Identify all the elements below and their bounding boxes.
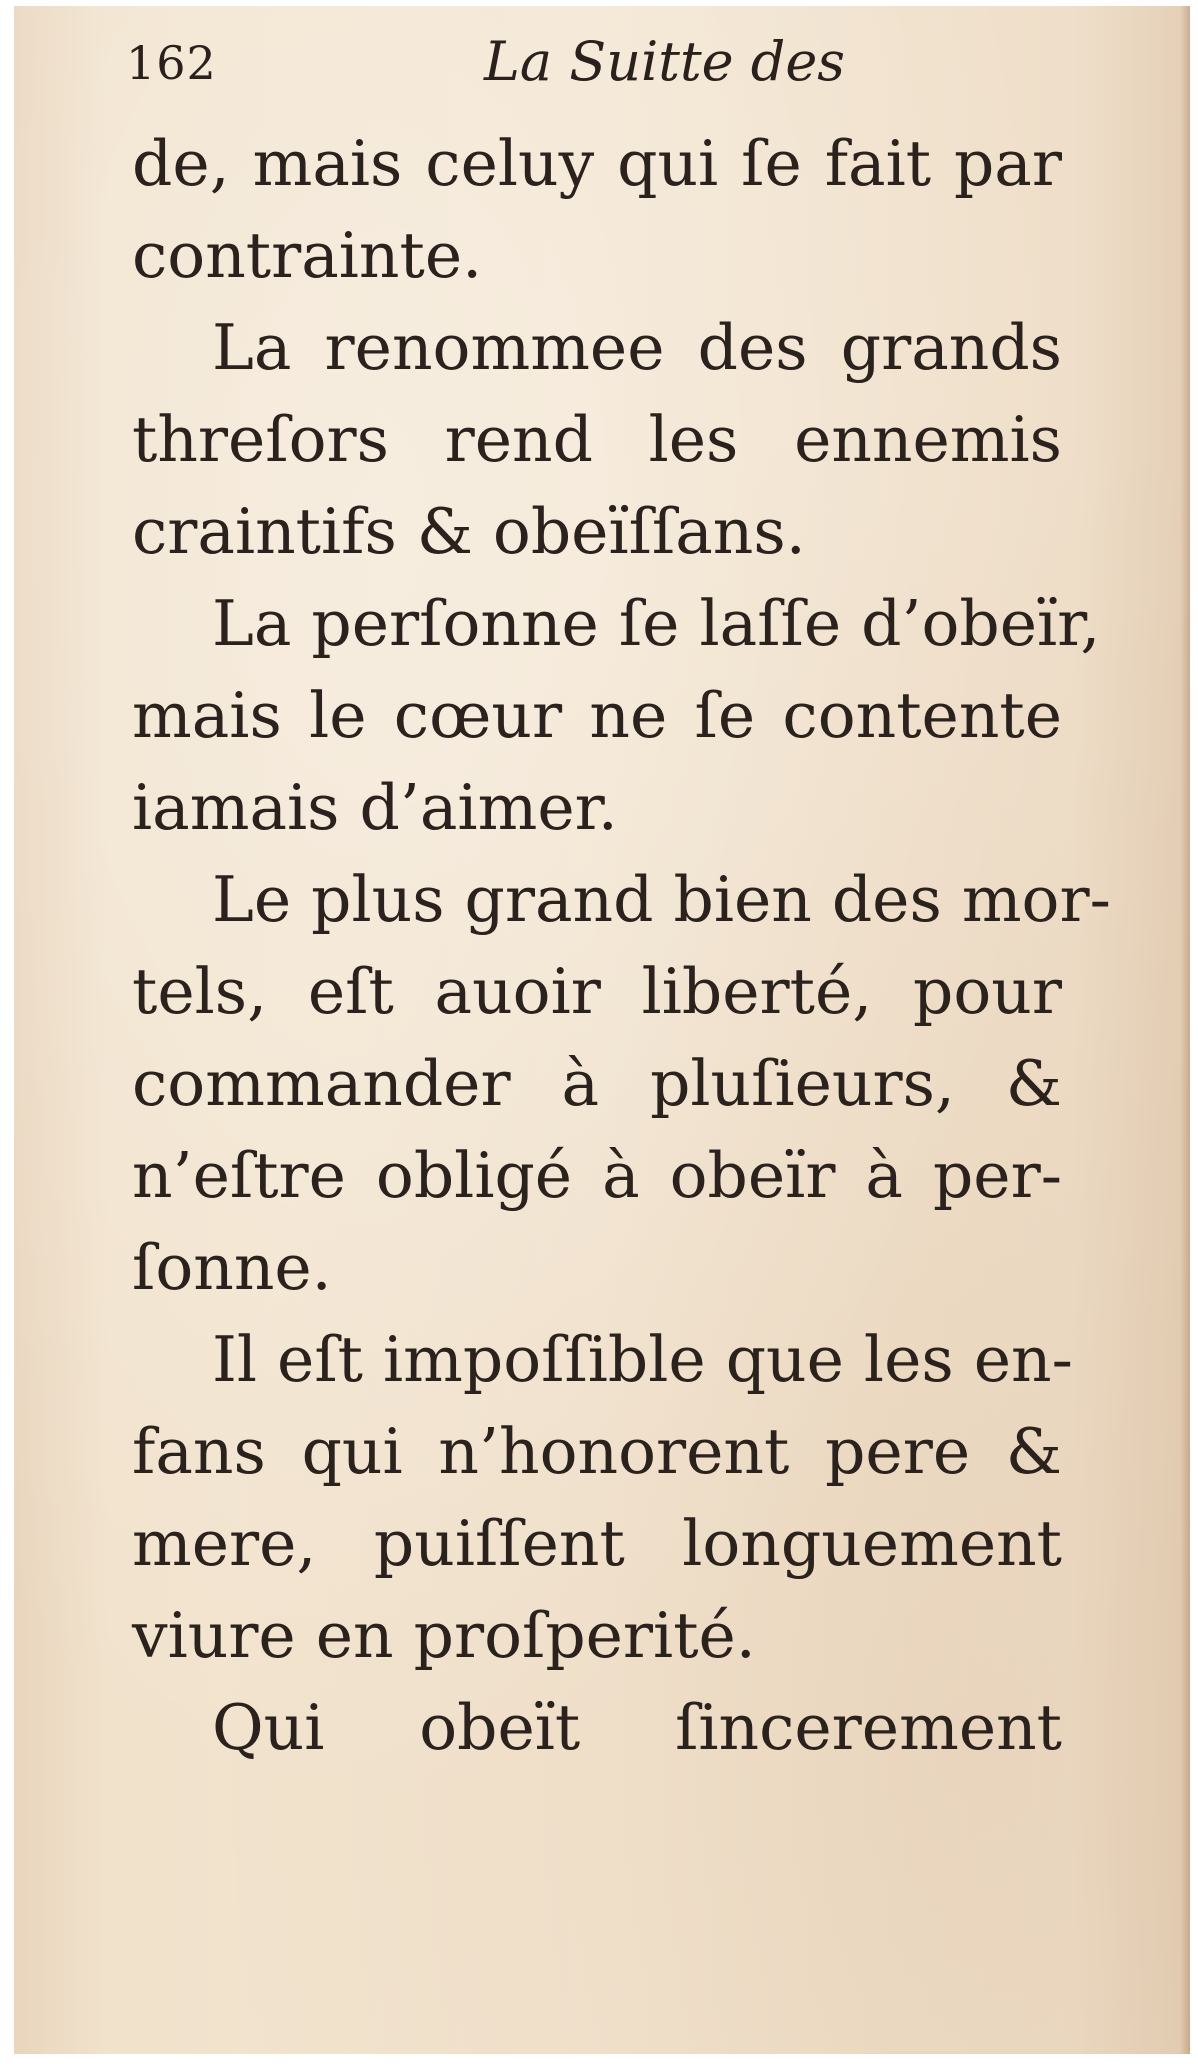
text-line: fans qui n’honorent pere &	[132, 1415, 1062, 1488]
text-line: n’eſtre obligé à obeïr à per-	[132, 1139, 1062, 1212]
text-line: mere, puiſſent longuement	[132, 1507, 1062, 1580]
text-line: La perſonne ſe laſſe d’obeïr,	[212, 587, 1101, 660]
page-number: 162	[126, 36, 217, 90]
text-line: Qui obeït ſincerement	[212, 1691, 1062, 1764]
text-line: Le plus grand bien des mor-	[212, 863, 1111, 936]
text-line: Il eſt impoſſible que les en-	[212, 1323, 1073, 1396]
running-title: La Suitte des	[484, 30, 846, 93]
text-line: ſonne.	[132, 1231, 332, 1304]
page-header	[126, 24, 1026, 104]
text-line: craintifs & obeïſſans.	[132, 495, 806, 568]
text-line: mais le cœur ne ſe contente	[132, 679, 1062, 752]
text-line: commander à pluſieurs, &	[132, 1047, 1062, 1120]
text-line: La renommee des grands	[212, 311, 1062, 384]
text-line: tels, eſt auoir liberté, pour	[132, 955, 1062, 1028]
text-line: de, mais celuy qui ſe fait par	[132, 127, 1062, 200]
body-text	[132, 118, 1111, 1774]
text-line: threſors rend les ennemis	[132, 403, 1062, 476]
text-line: contrainte.	[132, 219, 483, 292]
book-page	[14, 6, 1190, 2054]
text-line: iamais d’aimer.	[132, 771, 618, 844]
text-line: viure en proſperité.	[132, 1599, 756, 1672]
page-edge-shadow	[1180, 6, 1190, 2054]
